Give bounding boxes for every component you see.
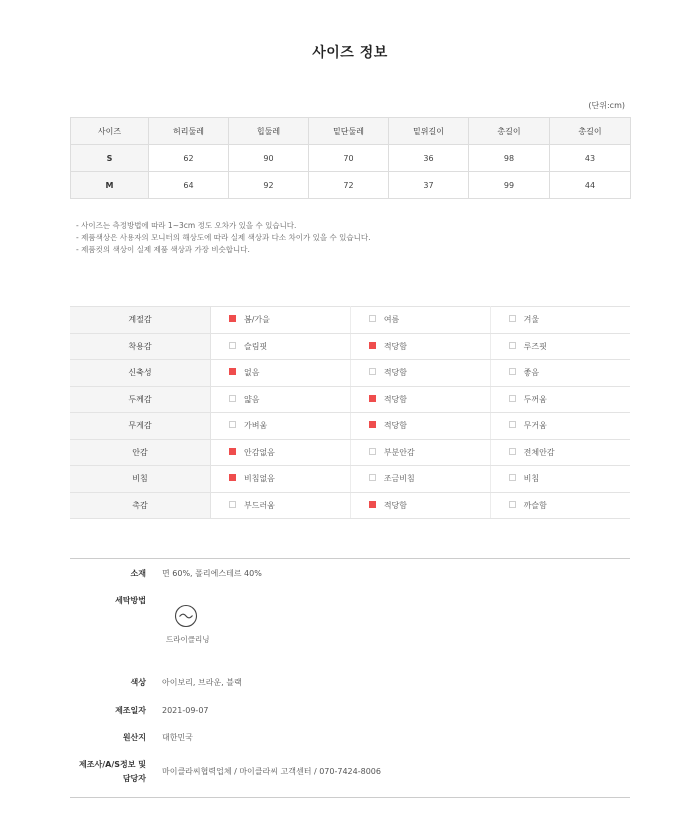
unchecked-box-icon <box>509 474 516 481</box>
fit-option-label: 얇음 <box>244 394 260 404</box>
fit-option <box>490 439 630 466</box>
measure-cell: 44 <box>550 172 631 199</box>
size-table-header: 밑단둘레 <box>309 118 389 145</box>
checked-box-icon <box>369 501 376 508</box>
fit-label: 비침 <box>70 466 211 493</box>
unchecked-box-icon <box>229 501 236 508</box>
note-line: - 제품컷의 색상이 실제 제품 색상과 가장 비슷합니다. <box>76 245 250 254</box>
fit-option-label: 전체안감 <box>523 447 555 457</box>
size-table-header: 사이즈 <box>71 118 149 145</box>
measure-cell: 98 <box>469 145 550 172</box>
checked-box-icon <box>369 395 376 402</box>
unchecked-box-icon <box>229 395 236 402</box>
fit-option <box>490 360 630 387</box>
note-line: - 사이즈는 측정방법에 따라 1~3cm 정도 오차가 있을 수 있습니다. <box>76 221 297 230</box>
measure-cell: 92 <box>229 172 309 199</box>
fit-option <box>350 439 490 466</box>
page-title: 사이즈 정보 <box>312 45 388 61</box>
note-line: - 제품색상은 사용자의 모니터의 해상도에 따라 실제 색상과 다소 차이가 있을 수 있습니다. <box>76 233 371 242</box>
fit-option-label: 적당함 <box>383 500 408 510</box>
measure-cell: 43 <box>550 145 631 172</box>
maker-label <box>70 758 146 786</box>
unchecked-box-icon <box>369 368 376 375</box>
fit-label: 무게감 <box>70 413 211 440</box>
measure-cell: 72 <box>309 172 389 199</box>
fit-option <box>490 492 630 519</box>
size-table-header: 밑위길이 <box>389 118 469 145</box>
color-label: 색상 <box>130 678 146 687</box>
fit-option-label: 비침 <box>523 474 540 484</box>
fit-row <box>70 360 630 387</box>
fit-option <box>350 307 490 334</box>
fit-option-label: 조금비침 <box>383 474 415 484</box>
date-label: 제조일자 <box>115 706 146 715</box>
fit-option-label: 가벼움 <box>244 421 268 431</box>
fit-option-label: 적당함 <box>383 368 408 378</box>
dry-clean-icon <box>174 604 198 628</box>
measure-cell: 64 <box>149 172 229 199</box>
fit-option <box>350 333 490 360</box>
size-table-header: 총길이 <box>469 118 550 145</box>
fit-option <box>211 307 351 334</box>
fit-row <box>70 307 630 334</box>
table-row <box>71 172 631 199</box>
fit-option <box>211 386 351 413</box>
fit-option-label: 겨울 <box>523 315 540 325</box>
measure-cell: 37 <box>389 172 469 199</box>
fit-row <box>70 439 630 466</box>
fit-option-label: 봄/가을 <box>244 315 270 325</box>
fit-option-label: 안감없음 <box>244 447 275 457</box>
date-value: 2021-09-07 <box>162 706 209 715</box>
fit-option-label: 비침없음 <box>244 474 275 484</box>
table-row <box>71 145 631 172</box>
measure-cell: 99 <box>469 172 550 199</box>
maker-label-line1: 제조사/A/S정보 및 <box>79 760 146 769</box>
fit-option <box>490 413 630 440</box>
material-value: 면 60%, 폴리에스테르 40% <box>162 569 262 578</box>
fit-option <box>211 333 351 360</box>
fit-option-label: 여름 <box>383 315 400 325</box>
fit-option-label: 루즈핏 <box>523 341 547 351</box>
size-notes <box>76 220 371 256</box>
fit-label: 착용감 <box>70 333 211 360</box>
fit-option <box>350 466 490 493</box>
fit-option-label: 슬림핏 <box>244 341 268 351</box>
unchecked-box-icon <box>369 315 376 322</box>
unchecked-box-icon <box>509 395 516 402</box>
fit-option-label: 좋음 <box>523 368 540 378</box>
measure-cell: 90 <box>229 145 309 172</box>
fit-option-label: 까슬함 <box>523 500 547 510</box>
fit-option <box>490 466 630 493</box>
checked-box-icon <box>369 342 376 349</box>
origin-label: 원산지 <box>122 733 146 742</box>
fit-row <box>70 492 630 519</box>
fit-option <box>490 333 630 360</box>
washing-value: 드라이클리닝 <box>166 635 210 644</box>
fit-label: 두께감 <box>70 386 211 413</box>
unchecked-box-icon <box>509 448 516 455</box>
fit-option <box>350 360 490 387</box>
fit-option <box>211 439 351 466</box>
fit-option-label: 적당함 <box>383 394 408 404</box>
unchecked-box-icon <box>229 342 236 349</box>
checked-box-icon <box>229 315 236 322</box>
fit-option <box>350 386 490 413</box>
size-table-header: 허리둘레 <box>149 118 229 145</box>
fit-option <box>490 307 630 334</box>
material-label: 소재 <box>130 569 146 578</box>
fit-label: 촉감 <box>70 492 211 519</box>
checked-box-icon <box>229 448 236 455</box>
color-value: 아이보리, 브라운, 블랙 <box>162 678 242 687</box>
info-row-washing <box>70 594 630 654</box>
fit-table <box>70 306 630 519</box>
washing-label: 세탁방법 <box>115 596 146 605</box>
fit-row <box>70 333 630 360</box>
unchecked-box-icon <box>509 421 516 428</box>
fit-option <box>490 386 630 413</box>
size-table-header: 총길이 <box>550 118 631 145</box>
fit-row <box>70 413 630 440</box>
fit-option <box>211 492 351 519</box>
fit-row <box>70 386 630 413</box>
unchecked-box-icon <box>509 342 516 349</box>
unchecked-box-icon <box>509 368 516 375</box>
fit-row <box>70 466 630 493</box>
size-table-header-row <box>71 118 631 145</box>
size-cell: S <box>71 145 149 172</box>
size-cell: M <box>71 172 149 199</box>
checked-box-icon <box>229 474 236 481</box>
fit-option <box>211 413 351 440</box>
fit-option-label: 두꺼움 <box>523 394 547 404</box>
fit-option <box>211 360 351 387</box>
checked-box-icon <box>229 368 236 375</box>
unchecked-box-icon <box>509 315 516 322</box>
fit-option-label: 없음 <box>244 368 260 378</box>
fit-option <box>211 466 351 493</box>
maker-label-line2: 담당자 <box>122 774 146 783</box>
fit-option <box>350 492 490 519</box>
size-table <box>70 117 631 199</box>
product-info <box>70 558 630 798</box>
measure-cell: 62 <box>149 145 229 172</box>
fit-option-label: 부분안감 <box>383 447 415 457</box>
fit-option <box>350 413 490 440</box>
unit-label: (단위:cm) <box>588 101 625 110</box>
fit-label: 계절감 <box>70 307 211 334</box>
unchecked-box-icon <box>229 421 236 428</box>
maker-value: 마이클라씨협력업체 / 마이클라씨 고객센터 / 070-7424-8006 <box>162 767 381 776</box>
unchecked-box-icon <box>509 501 516 508</box>
checked-box-icon <box>369 421 376 428</box>
measure-cell: 70 <box>309 145 389 172</box>
fit-option-label: 적당함 <box>383 341 408 351</box>
size-table-header: 힙둘레 <box>229 118 309 145</box>
fit-option-label: 부드러움 <box>244 500 275 510</box>
fit-label: 안감 <box>70 439 211 466</box>
fit-label: 신축성 <box>70 360 211 387</box>
fit-option-label: 무거움 <box>523 421 547 431</box>
fit-option-label: 적당함 <box>383 421 408 431</box>
origin-value: 대한민국 <box>162 733 193 742</box>
unchecked-box-icon <box>369 474 376 481</box>
unchecked-box-icon <box>369 448 376 455</box>
measure-cell: 36 <box>389 145 469 172</box>
